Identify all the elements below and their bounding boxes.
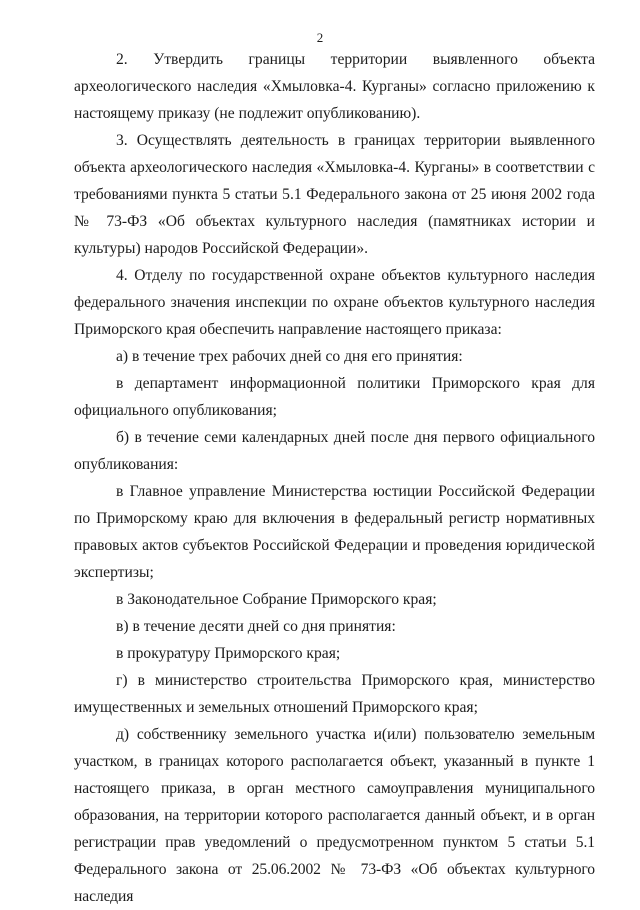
list-item-v: в) в течение десяти дней со дня принятия: bbox=[116, 618, 396, 635]
paragraph-approve-boundaries: 2. Утвердить границы территории выявленного объекта археологического наследия «Хмыловка-4. Курганы» согласно приложению к настоящему приказу (не подлежит опубликованию). bbox=[74, 51, 595, 122]
list-item-ministry-of-justice: в Главное управление Министерства юстиции Российской Федерации по Приморскому краю для включения в федеральный регистр нормативных правовых актов субъектов Российской Федерации и проведения юридической экспертизы; bbox=[74, 483, 595, 581]
list-item-information-policy: в департамент информационной политики Приморского края для официального опубликования; bbox=[74, 375, 595, 419]
list-item-a: а) в течение трех рабочих дней со дня его принятия: bbox=[116, 348, 463, 365]
list-item-g: г) в министерство строительства Приморского края, министерство имущественных и земельных отношений Приморского края; bbox=[74, 672, 595, 716]
list-item-d: д) собственнику земельного участка и(или) пользователю земельным участком, в границах которого располагается объект, указанный в пункте 1 настоящего приказа, в орган местного самоуправления муниципального образования, на территории которого располагается данный объект, и в орган регистрации прав уведомлений о предусмотренном пунктом 5 статьи 5.1 Федерального закона от 25.06.2002 № 73-ФЗ «Об объектах культурного наследия bbox=[74, 726, 595, 905]
list-item-prosecutor: в прокуратуру Приморского края; bbox=[116, 645, 341, 662]
paragraph-department-instruction: 4. Отделу по государственной охране объектов культурного наследия федерального значения инспекции по охране объектов культурного наследия Приморского края обеспечить направление настоящего приказа: bbox=[74, 267, 595, 338]
list-item-legislative-assembly: в Законодательное Собрание Приморского края; bbox=[116, 591, 437, 608]
page-number: 2 bbox=[316, 30, 324, 45]
list-item-b: б) в течение семи календарных дней после дня первого официального опубликования: bbox=[74, 429, 595, 473]
document-body bbox=[74, 46, 595, 910]
paragraph-activity-requirements: 3. Осуществлять деятельность в границах территории выявленного объекта археологического наследия «Хмыловка-4. Курганы» в соответствии с требованиями пункта 5 статьи 5.1 Федерального закона от 25 июня 2002 года № 73-ФЗ «Об объектах культурного наследия (памятниках истории и культуры) народов Российской Федерации». bbox=[74, 132, 595, 257]
